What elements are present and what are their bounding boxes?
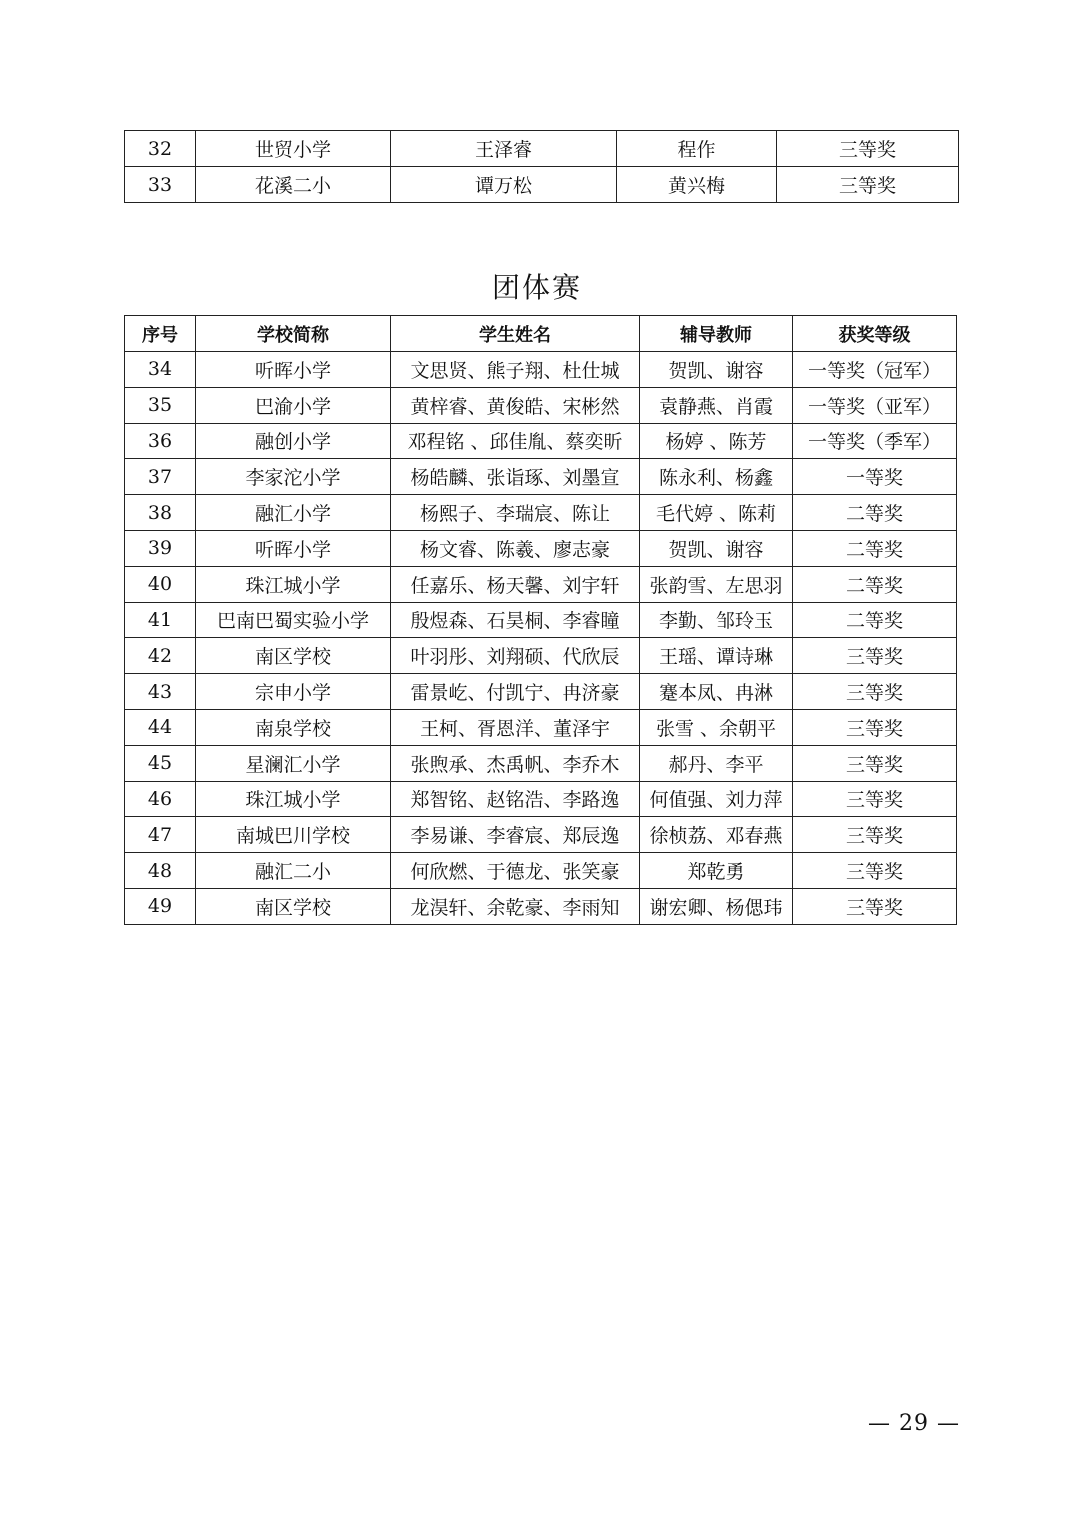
teacher-names: 毛代婷 、陈莉 [640,495,793,531]
school-name: 融汇小学 [196,495,391,531]
award-level: 二等奖 [793,602,957,638]
student-names: 李易谦、李睿宸、郑辰逸 [391,817,640,853]
header-school: 学校简称 [196,316,391,352]
teacher-names: 谢宏卿、杨偲玮 [640,888,793,924]
award-level: 二等奖 [793,566,957,602]
teacher-names: 郝丹、李平 [640,745,793,781]
continued-results-table [124,130,959,203]
header-teachers: 辅导教师 [640,316,793,352]
table-row [125,888,957,924]
award-level: 三等奖 [793,781,957,817]
award-level: 三等奖 [777,167,959,203]
team-table-body [125,352,957,925]
award-level: 三等奖 [793,745,957,781]
teacher-names: 李勤、邹玲玉 [640,602,793,638]
row-number: 40 [125,566,196,602]
award-level: 一等奖（季军） [793,423,957,459]
school-name: 听晖小学 [196,530,391,566]
table-row [125,530,957,566]
row-number: 36 [125,423,196,459]
table-row [125,602,957,638]
row-number: 46 [125,781,196,817]
teacher-names: 徐桢荔、邓春燕 [640,817,793,853]
award-level: 三等奖 [777,131,959,167]
teacher-names: 王瑶、谭诗琳 [640,638,793,674]
teacher-names: 蹇本凤、冉淋 [640,674,793,710]
award-level: 三等奖 [793,709,957,745]
table-row [125,459,957,495]
student-names: 任嘉乐、杨天馨、刘宇轩 [391,566,640,602]
award-level: 三等奖 [793,638,957,674]
school-name: 南城巴川学校 [196,817,391,853]
row-number: 41 [125,602,196,638]
header-award: 获奖等级 [793,316,957,352]
teacher-names: 张韵雪、左思羽 [640,566,793,602]
teacher-names: 贺凯、谢容 [640,530,793,566]
award-level: 三等奖 [793,817,957,853]
school-name: 珠江城小学 [196,781,391,817]
student-names: 黄梓睿、黄俊皓、宋彬然 [391,387,640,423]
school-name: 星澜汇小学 [196,745,391,781]
school-name: 世贸小学 [196,131,391,167]
student-names: 龙淏轩、余乾豪、李雨知 [391,888,640,924]
row-number: 49 [125,888,196,924]
table-row [125,423,957,459]
header-students: 学生姓名 [391,316,640,352]
table-row [125,131,959,167]
teacher-names: 张雪 、余朝平 [640,709,793,745]
teacher-names: 陈永利、杨鑫 [640,459,793,495]
table-row [125,745,957,781]
student-names: 雷景屹、付凯宁、冉济豪 [391,674,640,710]
award-level: 二等奖 [793,530,957,566]
school-name: 听晖小学 [196,352,391,388]
student-names: 王柯、胥恩洋、董泽宇 [391,709,640,745]
teacher-names: 贺凯、谢容 [640,352,793,388]
award-level: 三等奖 [793,888,957,924]
teacher-name: 黄兴梅 [617,167,777,203]
teacher-names: 何值强、刘力萍 [640,781,793,817]
student-names: 殷煜森、石昊桐、李睿瞳 [391,602,640,638]
award-level: 一等奖（亚军） [793,387,957,423]
student-names: 杨文睿、陈羲、廖志豪 [391,530,640,566]
row-number: 47 [125,817,196,853]
teacher-names: 郑乾勇 [640,853,793,889]
teacher-names: 杨婷 、陈芳 [640,423,793,459]
row-number: 32 [125,131,196,167]
award-level: 三等奖 [793,853,957,889]
team-results-table [124,315,957,925]
student-names: 张煦承、杰禹帆、李乔木 [391,745,640,781]
school-name: 融创小学 [196,423,391,459]
school-name: 珠江城小学 [196,566,391,602]
row-number: 42 [125,638,196,674]
row-number: 44 [125,709,196,745]
student-names: 杨熙子、李瑞宸、陈让 [391,495,640,531]
section-title: 团体赛 [491,271,582,304]
teacher-names: 袁静燕、肖霞 [640,387,793,423]
table-row [125,167,959,203]
row-number: 35 [125,387,196,423]
award-level: 三等奖 [793,674,957,710]
table-row [125,387,957,423]
table-row [125,781,957,817]
award-level: 二等奖 [793,495,957,531]
student-name: 王泽睿 [391,131,617,167]
student-names: 叶羽彤、刘翔硕、代欣辰 [391,638,640,674]
student-names: 邓程铭 、邱佳胤、蔡奕昕 [391,423,640,459]
school-name: 南区学校 [196,888,391,924]
table-header-row [125,316,957,352]
row-number: 34 [125,352,196,388]
school-name: 南泉学校 [196,709,391,745]
row-number: 43 [125,674,196,710]
school-name: 花溪二小 [196,167,391,203]
table-row [125,709,957,745]
table-row [125,352,957,388]
student-names: 郑智铭、赵铭浩、李路逸 [391,781,640,817]
school-name: 巴南巴蜀实验小学 [196,602,391,638]
row-number: 38 [125,495,196,531]
table-row [125,495,957,531]
school-name: 巴渝小学 [196,387,391,423]
award-level: 一等奖 [793,459,957,495]
row-number: 33 [125,167,196,203]
school-name: 宗申小学 [196,674,391,710]
header-number: 序号 [125,316,196,352]
table-row [125,853,957,889]
row-number: 39 [125,530,196,566]
row-number: 48 [125,853,196,889]
award-level: 一等奖（冠军） [793,352,957,388]
row-number: 45 [125,745,196,781]
school-name: 南区学校 [196,638,391,674]
teacher-name: 程作 [617,131,777,167]
student-names: 杨皓麟、张诣琢、刘墨宣 [391,459,640,495]
student-names: 文思贤、熊子翔、杜仕城 [391,352,640,388]
student-name: 谭万松 [391,167,617,203]
row-number: 37 [125,459,196,495]
school-name: 李家沱小学 [196,459,391,495]
student-names: 何欣燃、于德龙、张笑豪 [391,853,640,889]
school-name: 融汇二小 [196,853,391,889]
table-row [125,817,957,853]
table-row [125,566,957,602]
table-row [125,674,957,710]
table-row [125,638,957,674]
page-number: — 29 — [868,1411,960,1436]
